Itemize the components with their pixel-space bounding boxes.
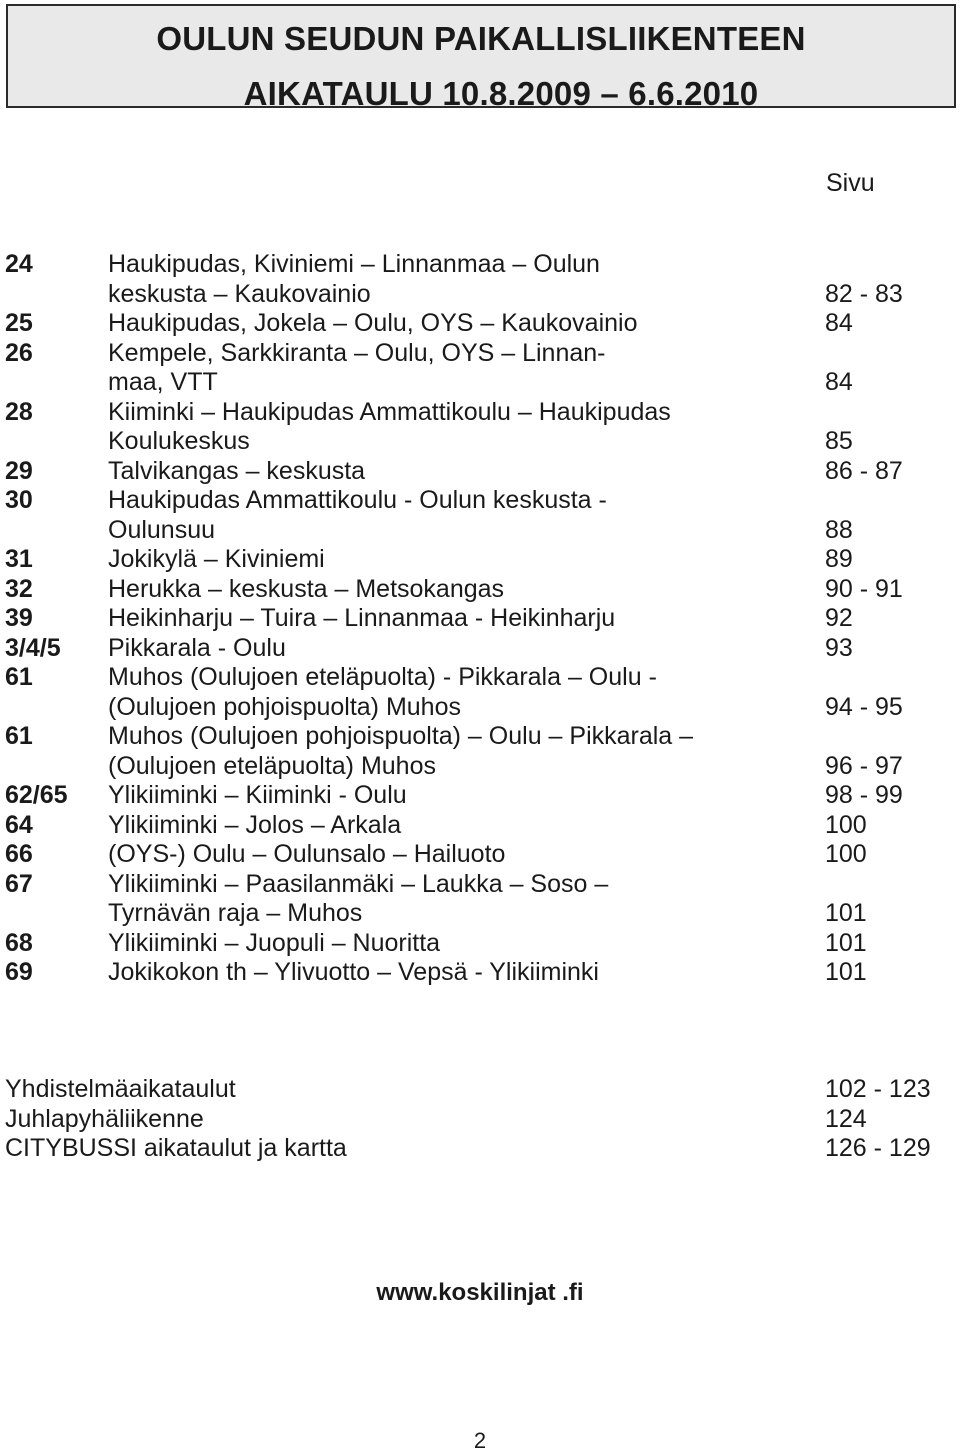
toc-entry: [5, 398, 955, 457]
toc-entry: [5, 870, 955, 929]
route-description: [108, 309, 798, 339]
title-box: [6, 4, 956, 112]
extra-contents-label: Yhdistelmäaikataulut: [5, 1075, 236, 1103]
toc-entry: [5, 339, 955, 398]
route-description-line: Jokikylä – Kiviniemi: [108, 545, 325, 573]
toc-entry: [5, 811, 955, 841]
route-page-reference: 93: [825, 633, 853, 662]
extra-page-reference: 102 - 123: [825, 1075, 931, 1103]
route-description-line: Haukipudas, Kiviniemi – Linnanmaa – Oulun: [108, 250, 600, 278]
route-page-reference: 96 - 97: [825, 751, 903, 780]
route-page-reference: 85: [825, 427, 853, 455]
route-page-reference: 86 - 87: [825, 456, 903, 485]
route-page-reference: 90 - 91: [825, 574, 903, 603]
toc-entry: [5, 840, 955, 870]
route-description-line: Talvikangas – keskusta: [108, 456, 366, 485]
route-number: 68: [5, 928, 33, 957]
route-number: 28: [5, 397, 33, 426]
extra-contents-entry: [5, 1075, 955, 1105]
route-description: [108, 339, 798, 398]
page-column-heading: Sivu: [826, 169, 875, 197]
page-number: 2: [473, 1428, 487, 1453]
route-description-line: Kempele, Sarkkiranta – Oulu, OYS – Linnan-: [108, 338, 606, 367]
route-description-line: Tyrnävän raja – Muhos: [108, 899, 363, 927]
toc-entry: [5, 486, 955, 545]
toc-entry: [5, 457, 955, 487]
route-description: [108, 398, 798, 457]
route-number: 61: [5, 722, 33, 750]
route-description: [108, 545, 798, 575]
toc-entry: [5, 309, 955, 339]
route-description: [108, 781, 798, 811]
route-page-reference: 101: [825, 928, 867, 957]
route-page-reference: 89: [825, 545, 853, 573]
route-description: [108, 958, 798, 988]
page-title-line-1: OULUN SEUDUN PAIKALLISLIIKENTEEN: [156, 20, 806, 57]
route-number: 61: [5, 663, 33, 691]
extra-page-reference: 124: [825, 1104, 867, 1133]
extra-contents-entry: [5, 1105, 955, 1135]
toc-entry: [5, 781, 955, 811]
route-description-line: maa, VTT: [108, 368, 218, 396]
route-number: 30: [5, 486, 33, 514]
route-number: 25: [5, 309, 33, 337]
route-description: [108, 250, 798, 309]
route-description: [108, 575, 798, 605]
route-description-line: Oulunsuu: [108, 515, 216, 544]
toc-entry: [5, 958, 955, 988]
route-description: [108, 457, 798, 487]
route-number: 24: [5, 250, 33, 278]
route-number: 67: [5, 869, 33, 898]
route-number: 64: [5, 810, 33, 839]
route-description-line: Ylikiiminki – Juopuli – Nuoritta: [108, 928, 441, 957]
route-description-line: Herukka – keskusta – Metsokangas: [108, 574, 505, 603]
route-description-line: Muhos (Oulujoen eteläpuolta) - Pikkarala – Oulu -: [108, 663, 657, 691]
route-description-line: (Oulujoen pohjoispuolta) Muhos: [108, 692, 461, 721]
route-description: [108, 604, 798, 634]
route-description: [108, 486, 798, 545]
extra-contents-label: Juhlapyhäliikenne: [5, 1104, 204, 1133]
toc-entry: [5, 575, 955, 605]
route-description: [108, 663, 798, 722]
route-page-reference: 100: [825, 840, 867, 868]
route-number: 66: [5, 840, 33, 868]
toc-entry: [5, 634, 955, 664]
route-page-reference: 94 - 95: [825, 692, 903, 721]
toc-entry: [5, 663, 955, 722]
route-description-line: Koulukeskus: [108, 427, 250, 455]
additional-contents-list: [5, 1075, 955, 1164]
route-description: [108, 811, 798, 841]
route-description-line: Muhos (Oulujoen pohjoispuolta) – Oulu – Pikkarala –: [108, 722, 694, 750]
route-table-of-contents: [5, 250, 955, 988]
page-title-line-2: AIKATAULU 10.8.2009 – 6.6.2010: [243, 75, 759, 112]
toc-entry: [5, 250, 955, 309]
route-page-reference: 88: [825, 515, 853, 544]
route-description: [108, 722, 798, 781]
route-page-reference: 101: [825, 958, 867, 986]
route-description-line: Jokikokon th – Ylivuotto – Vepsä - Ylikiiminki: [108, 958, 599, 986]
route-description: [108, 840, 798, 870]
route-description-line: Ylikiiminki – Kiiminki - Oulu: [108, 781, 407, 809]
toc-entry: [5, 604, 955, 634]
route-description: [108, 870, 798, 929]
route-description-line: Haukipudas Ammattikoulu - Oulun keskusta -: [108, 486, 607, 514]
route-page-reference: 98 - 99: [825, 781, 903, 809]
route-page-reference: 100: [825, 810, 867, 839]
route-description: [108, 929, 798, 959]
route-number: 32: [5, 574, 33, 603]
website-link[interactable]: www.koskilinjat .fi: [376, 1279, 584, 1306]
route-description-line: keskusta – Kaukovainio: [108, 279, 371, 308]
route-page-reference: 82 - 83: [825, 279, 903, 308]
route-number: 39: [5, 604, 33, 632]
extra-contents-entry: [5, 1134, 955, 1164]
route-description: [108, 634, 798, 664]
route-number: 29: [5, 456, 33, 485]
route-number: 3/4/5: [5, 633, 61, 662]
route-description-line: Kiiminki – Haukipudas Ammattikoulu – Haukipudas: [108, 397, 671, 426]
toc-entry: [5, 722, 955, 781]
route-description-line: Haukipudas, Jokela – Oulu, OYS – Kaukovainio: [108, 309, 638, 337]
route-description-line: Ylikiiminki – Paasilanmäki – Laukka – Soso –: [108, 869, 609, 898]
route-description-line: Pikkarala - Oulu: [108, 633, 286, 662]
toc-entry: [5, 545, 955, 575]
route-description-line: (Oulujoen eteläpuolta) Muhos: [108, 751, 436, 780]
extra-page-reference: 126 - 129: [825, 1134, 931, 1162]
extra-contents-label: CITYBUSSI aikataulut ja kartta: [5, 1134, 347, 1162]
route-description-line: Ylikiiminki – Jolos – Arkala: [108, 810, 402, 839]
route-page-reference: 84: [825, 309, 853, 337]
route-description-line: (OYS-) Oulu – Oulunsalo – Hailuoto: [108, 840, 506, 868]
route-page-reference: 101: [825, 899, 867, 927]
route-number: 62/65: [5, 781, 68, 809]
route-number: 31: [5, 545, 33, 573]
route-page-reference: 84: [825, 368, 853, 396]
route-description-line: Heikinharju – Tuira – Linnanmaa - Heikinharju: [108, 604, 616, 632]
route-number: 26: [5, 338, 33, 367]
route-page-reference: 92: [825, 604, 853, 632]
route-number: 69: [5, 958, 33, 986]
toc-entry: [5, 929, 955, 959]
